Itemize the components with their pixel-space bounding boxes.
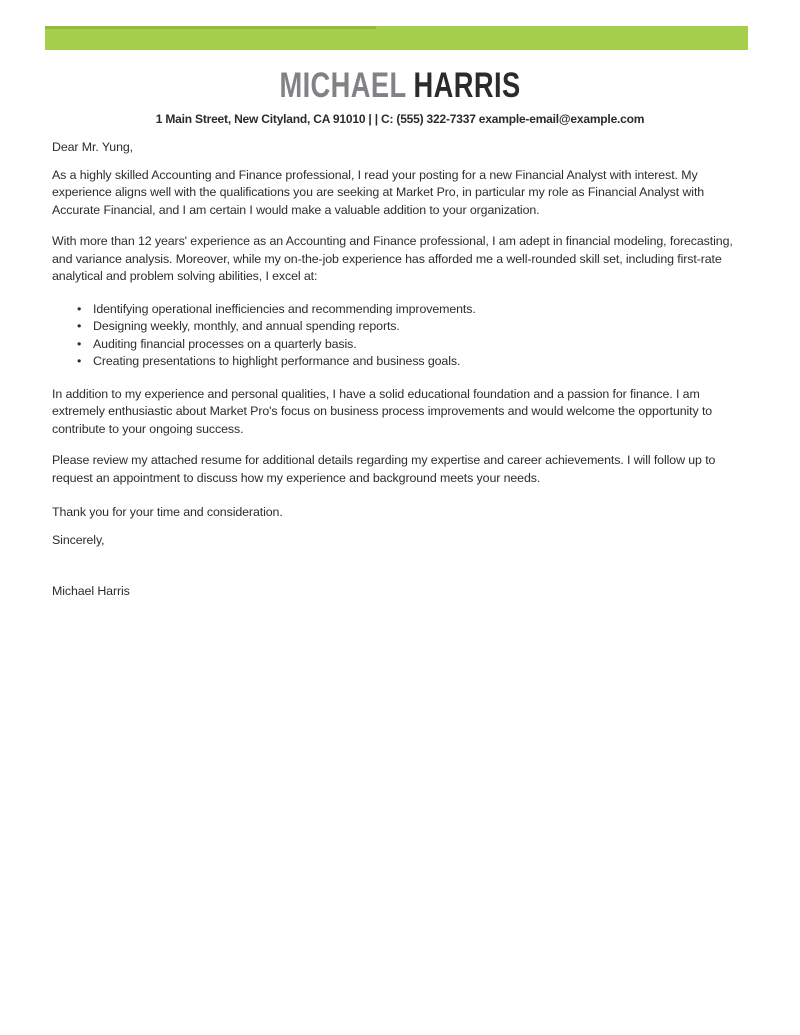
first-name: MICHAEL (279, 66, 407, 105)
list-item: • Designing weekly, monthly, and annual spending reports. (93, 318, 752, 336)
list-item: • Creating presentations to highlight performance and business goals. (93, 353, 752, 371)
list-item: • Identifying operational inefficiencies and recommending improvements. (93, 301, 752, 319)
bullet-list (52, 301, 752, 371)
valediction: Sincerely, (52, 532, 105, 547)
paragraph-skills-intro: With more than 12 years' experience as an Accounting and Finance professional, I am adept in financial modeling, forecasting, and variance analysis. Moreover, while my on-the-job experience has afforded me a well-rounded skill set, including first-rate analytical and problem solving abilities, I excel at: (52, 234, 733, 283)
accent-bar (45, 26, 748, 50)
thanks-line: Thank you for your time and consideration. (52, 505, 283, 519)
page-title (88, 68, 712, 103)
signature-name: Michael Harris (52, 584, 130, 598)
salutation: Dear Mr. Yung, (52, 140, 134, 154)
letter-body (52, 139, 752, 601)
contact-line: 1 Main Street, New Cityland, CA 91010 | | C: (555) 322-7337 example-email@example.com (155, 112, 645, 126)
paragraph-intro: As a highly skilled Accounting and Finance professional, I read your posting for a new Financial Analyst with interest. My experience aligns well with the qualifications you are seeking at Market Pro, in particular my role as Financial Analyst with Accurate Financial, and I am certain I would make a valuable addition to your organization. (52, 167, 705, 217)
last-name: HARRIS (413, 66, 521, 105)
paragraph-education: In addition to my experience and personal qualities, I have a solid educational foundation and a passion for finance. I am extremely enthusiastic about Market Pro's focus on business process improvements and would welcome the opportunity to contribute to your ongoing success. (52, 386, 713, 436)
accent-bar-dark-edge (45, 26, 376, 29)
paragraph-followup: Please review my attached resume for additional details regarding my expertise and career achievements. I will follow up to request an appointment to discuss how my experience and background meets your needs. (52, 453, 716, 485)
list-item: • Auditing financial processes on a quarterly basis. (93, 336, 752, 354)
